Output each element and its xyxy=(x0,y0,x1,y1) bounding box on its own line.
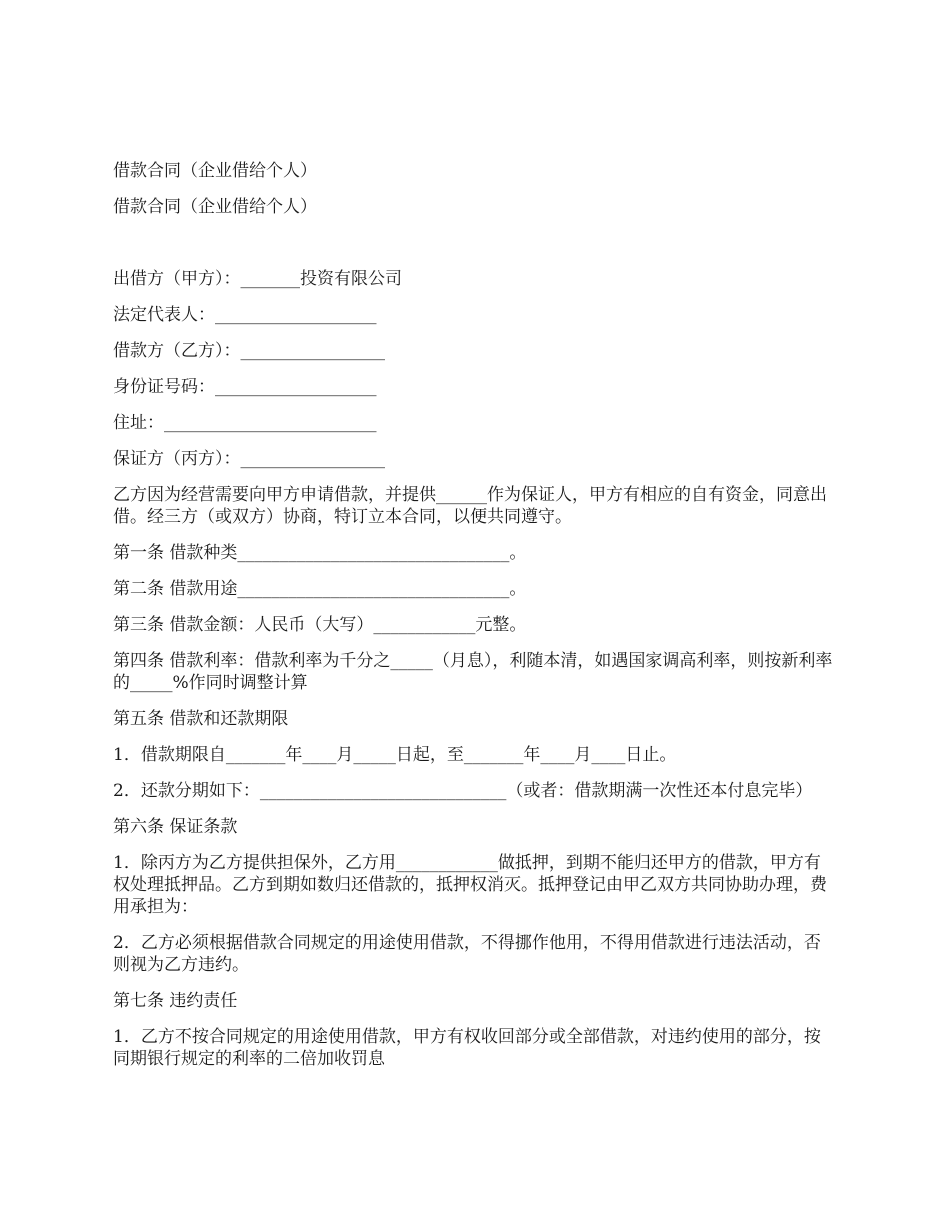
document-subtitle: 借款合同（企业借给个人） xyxy=(113,197,317,217)
article-5-item-1: 1．借款期限自_______年____月_____日起，至_______年____月____日止。 xyxy=(113,745,677,765)
article-4: 第四条 借款利率：借款利率为千分之_____（月息），利随本清，如遇国家调高利率，则按新利率的_____%作同时调整计算 xyxy=(113,651,833,693)
article-3: 第三条 借款金额：人民币（大写）____________元整。 xyxy=(113,615,527,635)
intro-paragraph: 乙方因为经营需要向甲方申请借款，并提供______作为保证人，甲方有相应的自有资金，同意出借。经三方（或双方）协商，特订立本合同，以便共同遵守。 xyxy=(113,485,827,527)
id-number-line: 身份证号码：___________________ xyxy=(113,377,377,397)
article-1: 第一条 借款种类________________________________。 xyxy=(113,543,527,563)
borrower-line: 借款方（乙方）：_________________ xyxy=(113,341,385,361)
lender-line: 出借方（甲方）：_______投资有限公司 xyxy=(113,269,402,289)
article-5-title: 第五条 借款和还款期限 xyxy=(113,709,289,729)
article-6-title: 第六条 保证条款 xyxy=(113,817,238,837)
legal-representative-line: 法定代表人：___________________ xyxy=(113,305,377,325)
article-7-item-1: 1．乙方不按合同规定的用途使用借款，甲方有权收回部分或全部借款，对违约使用的部分，按同期银行规定的利率的二倍加收罚息 xyxy=(113,1027,821,1069)
article-7-title: 第七条 违约责任 xyxy=(113,991,238,1011)
guarantor-line: 保证方（丙方）：_________________ xyxy=(113,449,385,469)
article-2: 第二条 借款用途________________________________。 xyxy=(113,579,527,599)
document-title: 借款合同（企业借给个人） xyxy=(113,161,317,181)
article-5-item-2: 2．还款分期如下：_____________________________（或者：借款期满一次性还本付息完毕） xyxy=(113,781,813,801)
address-line: 住址：_________________________ xyxy=(113,413,377,433)
article-6-item-2: 2．乙方必须根据借款合同规定的用途使用借款，不得挪作他用，不得用借款进行违法活动，否则视为乙方违约。 xyxy=(113,933,821,975)
article-6-item-1: 1．除丙方为乙方提供担保外，乙方用____________做抵押，到期不能归还甲方的借款，甲方有权处理抵押品。乙方到期如数归还借款的，抵押权消灭。抵押登记由甲乙双方共同协助办理，费用承担为： xyxy=(113,853,827,917)
contract-document xyxy=(113,160,833,1084)
